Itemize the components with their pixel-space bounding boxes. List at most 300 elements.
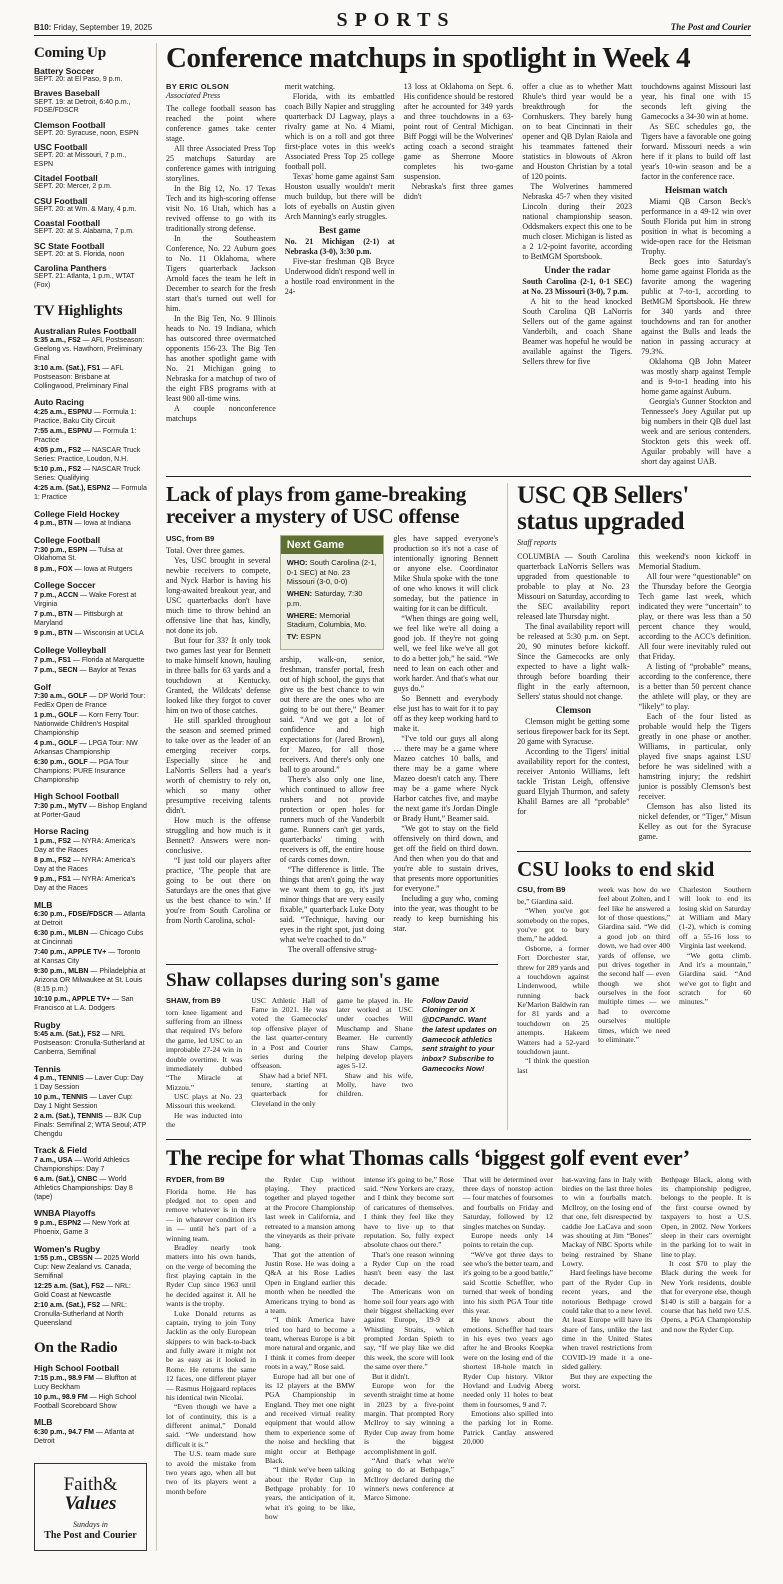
paragraph: “I just told our players after practice, ‘The people that are going to be out there on Saturdays are the ones that give us the best chance to win.’ If you're from South Carolina or from North Carolina, schol- bbox=[166, 855, 271, 925]
listing-description: — Formula 1: Practice, Baku City Circuit bbox=[34, 409, 137, 425]
usc-offense-body bbox=[166, 534, 498, 955]
listing-time-channel: 6:30 p.m., GOLF bbox=[34, 759, 88, 766]
listing-time-channel: 7:30 p.m., ESPN bbox=[34, 546, 88, 554]
listing-time-channel: 4 p.m., GOLF bbox=[34, 740, 78, 747]
tv-listing bbox=[34, 968, 147, 994]
listing-description: — Atlanta at Detroit bbox=[34, 911, 146, 928]
tv-listing bbox=[34, 466, 147, 484]
listing-time-channel: 6 a.m. (Sat.), CNBC bbox=[34, 1176, 98, 1184]
listing-description: — Bluffton at Lucy Beckham bbox=[34, 1374, 137, 1391]
paragraph: “We gotta climb. And it's a mountain,” Giardina said. “And we've got to fight and scratch for 60 minutes.” bbox=[679, 950, 752, 1007]
week4-col-2 bbox=[285, 82, 395, 467]
listing-description: — Wisconsin at UCLA bbox=[74, 630, 144, 638]
article-sellers-status bbox=[517, 483, 751, 842]
listing-time-channel: 10 p.m., TENNIS bbox=[34, 1094, 88, 1102]
tv-value: ESPN bbox=[300, 632, 321, 642]
tv-sport-name: High School Football bbox=[34, 791, 119, 802]
week4-col-3 bbox=[404, 82, 514, 467]
faith-values-ad bbox=[34, 1463, 147, 1551]
paragraph: Europe had all but one of its 12 players at the BMW PGA Championship in England. They met one night and received virtual reality equipment that would allow them to experience some of the noise and heckling that might occur at Bethpage Black. bbox=[265, 1371, 355, 1465]
shaw-body bbox=[166, 996, 498, 1130]
usc-col-2 bbox=[280, 534, 385, 955]
paragraph: The overall offensive strug- bbox=[287, 944, 377, 954]
paragraph: Europe won for the seventh straight time at home in 2023 by a five-point margin. That prompted Rory McIlroy to say winning a Ryder Cup away from home is the biggest accomplishment in golf. bbox=[364, 1380, 454, 1456]
listing-time-channel: 2:10 a.m. (Sat.), FS2 bbox=[34, 1302, 101, 1309]
tv-sport-name: Tennis bbox=[34, 1063, 61, 1074]
listing-description: — NASCAR Truck Series: Practice, Loudon, N.H. bbox=[34, 447, 141, 463]
tv-listing bbox=[34, 930, 147, 948]
tv-listing bbox=[34, 1176, 147, 1202]
listing-time-channel: 7 p.m., FS1 bbox=[34, 656, 71, 664]
listing-description: — AFL Postseason: Geelong vs. Hawthorn, Preliminary Final bbox=[34, 337, 145, 362]
tv-sport-group bbox=[34, 580, 147, 638]
event-team: Carolina Panthers bbox=[34, 263, 107, 273]
paragraph: arship, walk-on, senior, freshman, transfer portal, fresh out of high school, the guys that give us the best chance to win out there are the ones who are going to be out there,” Beamer said. “And we got a lot of confidence and high expectations for (Jared Brown), for Mazeo, for all those receivers. And there's only one ball to go around.” bbox=[279, 654, 385, 774]
tv-sport-group bbox=[34, 535, 147, 574]
tv-sport-group bbox=[34, 1244, 147, 1329]
ryder-col-3 bbox=[364, 1175, 454, 1522]
listing-description: — NRL: Cronulla-Sutherland at North Queensland bbox=[34, 1302, 127, 1327]
byline-block bbox=[166, 82, 276, 100]
radio-title: On the Radio bbox=[34, 1340, 118, 1357]
tv-listings bbox=[34, 1220, 147, 1238]
tv-listing bbox=[34, 547, 147, 565]
listing-description: — BJK Cup Finals: Semifinal 2; WTA Seoul; ATP Chengdu bbox=[34, 1113, 147, 1138]
tv-sport-group bbox=[34, 900, 147, 1014]
upcoming-event bbox=[34, 241, 147, 260]
paragraph: torn knee ligament and suffering from an illness that required IVs before the game, led USC to an improbable 27-24 win in double overtime. It was immediately dubbed “The Miracle at Mizzou.” bbox=[166, 1007, 243, 1092]
paragraph: this weekend's noon kickoff in Memorial Stadium. bbox=[638, 551, 752, 571]
paragraph: offer a clue as to whether Matt Rhule's third year would be a breakthrough for the Cornhuskers. They barely hung on to beat Cincinnati in their opener and QB Dylan Raiola and his teammates fattened their statistics in blowouts of Akron and Houston Christian by a total of 120 points. bbox=[522, 81, 633, 181]
tv-sport-group bbox=[34, 682, 147, 786]
upcoming-event bbox=[34, 120, 147, 139]
listing-time-channel: 5:35 a.m., FS2 bbox=[34, 337, 81, 345]
listing-description: — LPGA Tour: NW Arkansas Championship bbox=[34, 740, 138, 756]
listing-time-channel: 7:30 p.m., MyTV bbox=[34, 802, 87, 810]
tv-sport-name: Rugby bbox=[34, 1019, 61, 1030]
subhead-heisman-watch: Heisman watch bbox=[664, 185, 728, 196]
paragraph: Florida home. He has pledged not to open and remove whatever is in there — in whatever condition it's in — until he's part of a winning team. bbox=[166, 1186, 256, 1243]
paragraph: be,” Giardina said. bbox=[517, 896, 574, 906]
event-team: Citadel Football bbox=[34, 173, 98, 184]
article-ryder-cup bbox=[166, 1139, 751, 1522]
paragraph: Nebraska's first three games didn't bbox=[403, 181, 514, 201]
paragraph: “The difference is little. The things that aren't going the way we want them to go, it's just minor things that are very easily fixable,” quarterback Luke Doty said. “Technique, having our eyes in the right spot, just doing what we're coached to do.” bbox=[279, 864, 385, 944]
paragraph: Shaw and his wife, Molly, have two children. bbox=[336, 1070, 413, 1099]
tv-listings bbox=[34, 1255, 147, 1328]
coming-up-title: Coming Up bbox=[34, 45, 106, 61]
tv-listings bbox=[34, 1157, 147, 1202]
listing-time-channel: 6:30 p.m., FDSE/FDSCR bbox=[34, 911, 113, 919]
listing-time-channel: 7:15 p.m., 98.9 FM bbox=[34, 1374, 94, 1382]
radio-sport-name: MLB bbox=[34, 1417, 53, 1428]
paragraph: It cost $70 to play the Black during the week for New York residents, double that for everyone else, though $140 is still a bargain for a course that has held two U.S. Opens, a PGA Championship and now the Ryder Cup. bbox=[661, 1259, 751, 1334]
tv-listing bbox=[34, 447, 147, 465]
event-details: SEPT. 19: at Detroit, 6:40 p.m., FDSE/FDSCR bbox=[34, 98, 131, 115]
event-team: Clemson Football bbox=[34, 119, 106, 130]
where-label: WHERE: bbox=[286, 610, 318, 620]
paragraph: According to the Tigers' initial availability report for the contest, receiver Antonio Williams, left tackle Tristan Leigh, offensive guard Elyjah Thurmon, and safety Khalil Barnes are all “probable” for bbox=[517, 746, 630, 816]
sellers-headline: USC QB Sellers' status upgraded bbox=[517, 481, 690, 535]
paragraph: He was inducted into the bbox=[166, 1110, 243, 1130]
shaw-col-1 bbox=[166, 996, 242, 1130]
ryder-body bbox=[166, 1175, 751, 1522]
tv-sport-name: Golf bbox=[34, 681, 51, 692]
paragraph: That will be determined over three days of nonstop action — four matches of foursomes and fourballs on Friday and Saturday, followed by 12 singles matches on Sunday. bbox=[463, 1174, 553, 1231]
paragraph: He knows about the emotions. Scheffler had tears in his eyes two years ago after he and Brooks Koepka were on the losing end of the shortest 18-hole match in Ryder Cup history. Viktor Hovland and Ludvig Aberg needed only 11 holes to beat them in foursomes, 9 and 7. bbox=[463, 1315, 553, 1409]
tv-listing bbox=[34, 949, 147, 967]
where-value: Memorial Stadium, Columbia, Mo. bbox=[286, 610, 367, 630]
continued-from-tag: RYDER, from B9 bbox=[166, 1174, 225, 1184]
tv-listings bbox=[34, 803, 147, 821]
event-details: SEPT. 20: Mercer, 2 p.m. bbox=[34, 183, 112, 191]
tv-sport-name: Horse Racing bbox=[34, 826, 89, 837]
paragraph: All four were “questionable” on the Thursday before the Georgia Tech game last week, which indicated they were “uncertain” to play, or there was less than a 50 percent chance they would, according to the ACC's definition. All four were inevitably ruled out that Friday. bbox=[638, 571, 752, 661]
tv-listings bbox=[34, 1075, 147, 1139]
ad-word-1: Faith& bbox=[63, 1473, 118, 1495]
middle-left-column bbox=[166, 483, 498, 1130]
tv-sport-group bbox=[34, 326, 147, 392]
listing-description: — NYRA: America's Day at the Races bbox=[34, 857, 136, 873]
listing-time-channel: 12:25 a.m. (Sat.), FS2 bbox=[34, 1283, 105, 1290]
week4-col-4 bbox=[522, 82, 632, 467]
event-details: SEPT. 20: at El Paso, 9 p.m. bbox=[34, 76, 123, 84]
tv-listing bbox=[34, 611, 147, 629]
listing-time-channel: 4 p.m., BTN bbox=[34, 520, 73, 528]
listing-description: — Formula 1: Practice bbox=[34, 428, 137, 444]
listing-description: — Atlanta at Detroit bbox=[34, 1429, 135, 1445]
sellers-col-2 bbox=[639, 552, 751, 842]
listing-description: — PGA Tour Champions: PURE Insurance Championship bbox=[34, 759, 129, 784]
paper-name: The Post and Courier bbox=[670, 22, 752, 32]
tv-listings bbox=[34, 911, 147, 1013]
csu-col-3 bbox=[679, 885, 751, 1075]
paragraph: Oklahoma QB John Mateer was mostly sharp against Temple and is 9-to-1 heading into his home game against Auburn. bbox=[641, 356, 751, 396]
event-details: SEPT. 21: Atlanta, 1 p.m., WTAT (Fox) bbox=[34, 273, 135, 289]
paragraph: Florida, with its embattled coach Billy Napier and struggling quarterback DJ Lagway, plays a rivalry game at No. 4 Miami, which is on a roll and got three first-place votes in this week's Associated Press Top 25 college football poll. bbox=[284, 91, 395, 171]
tv-listing bbox=[34, 803, 147, 821]
tv-sport-name: Women's Rugby bbox=[34, 1243, 101, 1254]
paragraph: gles have sapped everyone's production so it's not a case of intentionally ignoring Bennett or anyone else. Coordinator Mike Shula spoke with the tone of one who knows it will click someday, but the patience in waiting for it can be difficult. bbox=[393, 533, 499, 613]
upcoming-event bbox=[34, 66, 147, 85]
tv-listing bbox=[34, 428, 147, 446]
upcoming-event bbox=[34, 196, 147, 215]
listing-time-channel: 7 p.m., SECN bbox=[34, 666, 78, 674]
radio-sport-group bbox=[34, 1363, 147, 1411]
csu-headline: CSU looks to end skid bbox=[517, 856, 715, 881]
article-usc-offense bbox=[166, 483, 498, 955]
listing-time-channel: 4:25 a.m. (Sat.), ESPN2 bbox=[34, 485, 111, 493]
tv-listing bbox=[34, 592, 147, 610]
byline-author: BY ERIC OLSON bbox=[166, 81, 229, 91]
paragraph: But four for 33? It only took two games last year for Bennett to make himself known, hauling in three balls for 63 yards and a touchdown at Kentucky. Granted, the Wildcats' defense looked like they forgot to cover him on two of those catches. bbox=[166, 635, 271, 715]
paragraph: “We got to stay on the field offensively on third down, and get off the field on third down. And then when you do that and you're able to sustain drives, that presents more opportunities for everyone.” bbox=[393, 823, 499, 893]
tv-sport-group bbox=[34, 1145, 147, 1202]
listing-time-channel: 1 p.m., FS2 bbox=[34, 838, 71, 846]
paragraph: But it didn't. bbox=[372, 1371, 410, 1381]
ryder-headline: The recipe for what Thomas calls ‘biggest golf event ever’ bbox=[166, 1144, 690, 1170]
listing-time-channel: 3:10 a.m. (Sat.), FS1 bbox=[34, 365, 101, 373]
tv-listing bbox=[34, 1220, 147, 1238]
tv-sport-group bbox=[34, 1020, 147, 1058]
listing-description: — World Athletics Championships: Day 7 bbox=[34, 1157, 130, 1173]
paragraph: Clemson might be getting some serious firepower back for its Sept. 20 game with Syracuse. bbox=[517, 716, 630, 746]
matchup-line: South Carolina (2-1, 0-1 SEC) at No. 23 Missouri (3-0), 7 p.m. bbox=[522, 276, 633, 296]
listing-time-channel: 6:30 p.m., MLBN bbox=[34, 930, 89, 938]
paragraph: The U.S. team made sure to avoid the mistake from two years ago, when all but two of its players went a month before bbox=[166, 1449, 256, 1496]
paragraph: In the Big 12, No. 17 Texas Tech and its high-scoring offense visit No. 16 Utah, which has a revived offense to go with its traditionally strong defense. bbox=[166, 183, 276, 233]
paragraph: Emotions also spilled into the parking lot in Rome. Patrick Cantlay answered 20,000 bbox=[463, 1409, 553, 1447]
paragraph: “I think we've been talking about the Ryder Cup in Bethpage probably for 10 years, the anticipation of it, what it's going to be like, how bbox=[265, 1465, 355, 1522]
tv-listing bbox=[34, 365, 147, 391]
listing-description: — Laver Cup: Day 1 Day Session bbox=[34, 1075, 144, 1091]
tv-listing bbox=[34, 838, 147, 856]
shaw-col-4 bbox=[422, 996, 498, 1130]
tv-listings bbox=[34, 1031, 147, 1057]
ryder-col-6 bbox=[661, 1175, 751, 1522]
paragraph: Miami QB Carson Beck's performance in a 49-12 win over South Florida put him in strong position in what is becoming a wide-open race for the Heisman Trophy. bbox=[641, 196, 751, 256]
listing-description: — Florida at Marquette bbox=[72, 656, 145, 664]
tv-listing bbox=[34, 1113, 147, 1139]
csu-col-2 bbox=[598, 885, 670, 1075]
tv-listings bbox=[34, 520, 147, 529]
ad-paper-name: The Post and Courier bbox=[44, 1529, 137, 1541]
sellers-body bbox=[517, 552, 751, 842]
paragraph: Charleston Southern will look to end its losing skid on Saturday at William and Mary (1-2), which is coming off a 55-16 loss to Virginia last weekend. bbox=[679, 884, 752, 951]
tv-highlights-title: TV Highlights bbox=[34, 302, 123, 319]
week4-headline: Conference matchups in spotlight in Week 4 bbox=[166, 42, 691, 74]
listing-description: — DP World Tour: FedEx Open de France bbox=[34, 693, 146, 709]
paragraph: Bethpage Black, along with its championship pedigree, belongs to the people. It is the first course owned by taxpayers to host a U.S. Open, in 2002. New Yorkers sleep in their cars overnight in the parking lot to wait in line to play. bbox=[661, 1174, 751, 1259]
paragraph: A couple nonconference matchups bbox=[166, 403, 276, 423]
paragraph: That got the attention of Justin Rose. He was doing a Q&A at his Rose Ladies Open in England earlier this month when he needled the Americans trying to bond as a team. bbox=[265, 1249, 355, 1315]
ad-word-2: Values bbox=[64, 1492, 117, 1514]
listing-description: — New York at Phoenix, Game 3 bbox=[34, 1220, 130, 1236]
paragraph: The Wolverines hammered Nebraska 45-7 when they visited Lincoln during their 2023 national championship season. Oddsmakers expect this one to be much closer. Michigan is listed as a 2 1/2-point favorite, according to BetMGM Sportsbook. bbox=[522, 181, 633, 261]
radio-listing bbox=[34, 1375, 147, 1393]
paragraph: COLUMBIA — South Carolina quarterback LaNorris Sellers was upgraded from questionable to probable to play at No. 23 Missouri on Saturday, according to the SEC availability report released late Thursday night. bbox=[517, 551, 630, 621]
paragraph: A hit to the head knocked South Carolina QB LaNorris Sellers out of the game against Vanderbilt, and coach Shane Beamer was hopeful he would be available against the Tigers. Sellers threw for five bbox=[522, 296, 633, 366]
tv-listing bbox=[34, 630, 147, 639]
listing-description: — NRL: Gold Coast at Newcastle bbox=[34, 1283, 131, 1299]
listing-time-channel: 9 p.m., BTN bbox=[34, 630, 73, 638]
paragraph: hat-waving fans in Italy with birdies on the last three holes to win a fourballs match. McIlroy, on the losing end of that one, felt disrespected by caddie Joe LaCava and soon was shouting at Jim “Bones” Mackay of NBC Sports while being restrained by Shane Lowry. bbox=[562, 1174, 652, 1269]
event-details: SEPT. 20: at Wm. & Mary, 4 p.m. bbox=[34, 205, 137, 213]
sellers-col-1 bbox=[517, 552, 629, 842]
event-details: SEPT. 20: at S. Alabama, 7 p.m. bbox=[34, 228, 134, 236]
paragraph: So Bennett and everybody else just has to wait for it to pay off as they keep working hard to make it. bbox=[393, 693, 499, 733]
tv-sport-group bbox=[34, 1064, 147, 1140]
paragraph: “I've told our guys all along … there may be a game where Mazeo catches 10 balls, and there may be a game where Mazeo doesn't catch any. There may be a game where Nyck Harbor catches five, and maybe the next game it's Jordan Dingle or Brady Hunt,” Beamer said. bbox=[393, 733, 499, 823]
listing-description: — Philadelphia at Arizona OR Milwaukee at St. Louis (8:15 p.m.) bbox=[34, 968, 146, 993]
listing-time-channel: 9 p.m., FS1 bbox=[34, 876, 71, 884]
listing-description: — Toronto at Kansas City bbox=[34, 949, 141, 966]
upcoming-event bbox=[34, 173, 147, 192]
ryder-col-1 bbox=[166, 1175, 256, 1522]
listing-time-channel: 10 p.m., 98.9 FM bbox=[34, 1393, 88, 1401]
listing-description: — NASCAR Truck Series: Qualifying bbox=[34, 466, 141, 482]
usc-col-3 bbox=[393, 534, 498, 955]
paragraph: Beck goes into Saturday's home game against Florida as the favorite among the wagering public at 7-to-1, according to BetMGM Sportsbook. He threw for 340 yards and three touchdowns and ran for another against the Bulls and leads the nation in passing accuracy at 79.3%. bbox=[641, 256, 751, 356]
listing-description: — Wake Forest at Virginia bbox=[34, 592, 137, 608]
listing-description: — San Francisco at L.A. Dodgers bbox=[34, 996, 134, 1012]
sidebar bbox=[34, 43, 147, 1551]
paragraph: the Ryder Cup without playing. They practiced together and played together at the Procore Championship last week in California, and retreated to a mansion among the vineyards as their private hang. bbox=[265, 1174, 355, 1250]
tv-sport-name: College Field Hockey bbox=[34, 508, 120, 519]
paragraph: Luke Donald returns as captain, trying to join Tony Jacklin as the only European skippers to win back-to-back and fully aware it might not be as easy as it looked in Rome. He returns the same 12 faces, one different player — Rasmus Hojgaard replaces his identical twin Nicolai. bbox=[166, 1308, 256, 1402]
main-content bbox=[156, 43, 751, 1551]
page-content bbox=[34, 36, 751, 1551]
paragraph: The final availability report will be released at 5:30 p.m. on Sept. 20, 90 minutes before kickoff. Since the Gamecocks are only expected to have a light walk-through before boarding their flight in the early afternoon, Sellers' status should not change. bbox=[517, 621, 630, 701]
paragraph: Including a guy who, coming into the year, was thought to be ready to keep burnishing his star. bbox=[393, 893, 499, 933]
tv-listing bbox=[34, 667, 147, 676]
listing-time-channel: 7:55 a.m., ESPNU bbox=[34, 428, 92, 436]
tv-listing bbox=[34, 1302, 147, 1328]
upcoming-event bbox=[34, 263, 147, 291]
listing-description: — Iowa at Rutgers bbox=[74, 565, 133, 573]
paragraph: “I think the question last bbox=[517, 1056, 590, 1075]
paragraph: 13 loss at Oklahoma on Sept. 6. His confidence should be restored after he accounted for 349 yards and three touchdowns in a 63-point rout of Central Michigan. Biff Poggi will be the Wolverines' acting coach a second straight game as Sherrone Moore completes his two-game suspension. bbox=[403, 81, 514, 181]
follow-promo: Follow David Cloninger on X @DCPandC. Want the latest updates on Gamecock athletics sent straight to your inbox? Subscribe to Gamecocks Now! bbox=[421, 995, 497, 1073]
listing-description: — Chicago Cubs at Cincinnati bbox=[34, 930, 144, 947]
paragraph: Yes, USC brought in several newbie receivers to compete, and Nyck Harbor is having his long-awaited breakout year, and USC quarterbacks don't have much time to throw behind an offensive line that has, kindly, not done its job. bbox=[166, 555, 271, 635]
listing-time-channel: 7 p.m., ACCN bbox=[34, 592, 79, 600]
tv-sport-group bbox=[34, 509, 147, 529]
paragraph: USC Athletic Hall of Fame in 2021. He was voted the Gamecocks' top offensive player of the last quarter-century in a Post and Courier series during the offseason. bbox=[251, 995, 328, 1071]
tv-listing bbox=[34, 520, 147, 529]
tv-sport-group bbox=[34, 1208, 147, 1237]
week4-col-1 bbox=[166, 82, 276, 467]
listing-time-channel: 1:55 p.m., CBSSN bbox=[34, 1255, 93, 1263]
listing-time-channel: 5:10 p.m., FS2 bbox=[34, 466, 82, 474]
tv-listing bbox=[34, 485, 147, 503]
article-week4 bbox=[166, 44, 751, 467]
listing-time-channel: 8 p.m., FS2 bbox=[34, 857, 71, 865]
paragraph: Each of the four listed as probable would help the Tigers greatly in one phase or another. Williams, in particular, only played five snaps against LSU before he was sidelined with a hamstring injury; the redshirt junior is possibly Clemson's best receiver. bbox=[638, 711, 752, 801]
next-game-tv bbox=[287, 632, 378, 642]
listing-time-channel: 4 p.m., TENNIS bbox=[34, 1075, 84, 1083]
shaw-col-2 bbox=[251, 996, 327, 1130]
radio-sport-name: High School Football bbox=[34, 1363, 119, 1374]
paragraph: Total. Over three games. bbox=[166, 545, 245, 555]
tv-listing bbox=[34, 740, 147, 758]
paragraph: week was how do we feel about Zolten, and I feel like he answered a lot of those questions,” Giardina said. “We did a good job on third down, we had over 400 yards of offense, we put drives together in the second half — even though we shot ourselves in the foot multiple times — we had to overcome ourselves multiple times, which we need to eliminate.” bbox=[598, 884, 671, 1044]
tv-listing bbox=[34, 876, 147, 894]
tv-listings bbox=[34, 657, 147, 676]
next-game-details bbox=[281, 554, 384, 649]
listing-description: — NYRA: America's Day at the Races bbox=[34, 838, 136, 854]
listing-time-channel: 1 p.m., GOLF bbox=[34, 712, 78, 720]
listing-time-channel: 2 a.m. (Sat.), TENNIS bbox=[34, 1113, 103, 1121]
paragraph: Hard feelings have become part of the Ryder Cup in recent years, and the notorious Bethpage crowd could take that to a new level. At least Europe will have its share of fans, unlike the last time in the United States when travel restrictions from COVID-19 made it a one-sided gallery. bbox=[562, 1268, 652, 1372]
paragraph: But they are expecting the worst. bbox=[562, 1371, 652, 1390]
listing-description: — Laver Cup: Day 1 Night Session bbox=[34, 1094, 133, 1110]
tv-sport-name: College Volleyball bbox=[34, 644, 107, 655]
subhead-best-game: Best game bbox=[318, 225, 361, 236]
listing-description: — Baylor at Texas bbox=[79, 666, 137, 674]
coming-up-list bbox=[34, 66, 147, 291]
usc-col-1 bbox=[166, 534, 271, 955]
tv-listings bbox=[34, 693, 147, 785]
tv-listings bbox=[34, 409, 147, 503]
paragraph: game he played in. He later worked at USC under coaches Will Muschamp and Shane Beamer. He currently runs Shaw Camps, helping develop players ages 5-12. bbox=[336, 995, 413, 1071]
tv-sport-name: Australian Rules Football bbox=[34, 325, 137, 336]
paragraph: “Even though we have a lot of continuity, this is a different animal,” Donald said. “We understand how difficult it is.” bbox=[166, 1402, 256, 1449]
paragraph: touchdowns against Missouri last year, his final one with 15 seconds left giving the Gamecocks a 34-30 win at home. bbox=[641, 81, 751, 121]
tv-sport-group bbox=[34, 645, 147, 676]
paragraph: He still sparkled throughout the season and seemed primed to take over as the leader of an emerging receiver corps. Especially since he and LaNorris Sellers had a year's worth of chemistry to rely on, which so many other presumptive receiving talents didn't. bbox=[166, 715, 271, 815]
paragraph: Georgia's Gunner Stockton and Tennessee's Joey Aguilar put up big numbers in their QB duel last week and are serious contenders. Stockton gets this week off. Aguilar probably will have a short day against UAB. bbox=[641, 396, 751, 466]
event-details: SEPT. 20: at S. Florida, noon bbox=[34, 250, 125, 258]
csu-col-1 bbox=[517, 885, 589, 1075]
listing-description: — Korn Ferry Tour: Nationwide Children's Hospital Championship bbox=[34, 712, 139, 737]
radio-listing bbox=[34, 1394, 147, 1412]
paragraph: Texas' home game against Sam Houston usually wouldn't merit much buildup, but there will be lots of eyeballs on Austin given Arch Manning's early struggles. bbox=[284, 171, 395, 221]
week4-col-5 bbox=[641, 82, 751, 467]
page-number: B10: bbox=[34, 23, 52, 32]
who-value: South Carolina (2-1, 0-1 SEC) at No. 23 Missouri (3-0, 0-0) bbox=[286, 557, 377, 587]
who-label: WHO: bbox=[286, 557, 308, 567]
paragraph: Bradley nearly took matters into his own hands, on the verge of becoming the first playing captain in the Ryder Cup since 1963 until he decided against it. All he wants is the trophy. bbox=[166, 1242, 256, 1309]
ryder-col-4 bbox=[463, 1175, 553, 1522]
tv-listing bbox=[34, 657, 147, 666]
paragraph: The college football season has reached the point where conference games take center stage. bbox=[166, 103, 276, 143]
folio-line bbox=[34, 23, 329, 32]
tv-sport-name: College Soccer bbox=[34, 580, 96, 591]
when-label: WHEN: bbox=[286, 589, 313, 599]
paragraph: How much is the offense struggling and how much is it Bennett? Answers were non-conclusive. bbox=[166, 815, 271, 855]
continued-from-tag: USC, from B9 bbox=[166, 533, 215, 543]
paragraph: That's one reason winning a Ryder Cup on the road hasn't been easy the last decade. bbox=[364, 1249, 454, 1287]
paragraph: “When you've got somebody on the ropes, you've got to bury them,” he added. bbox=[517, 906, 590, 944]
paragraph: Clemson has also listed its nickel defender, or “Tiger,” Misun Kelley as out for the Syracuse game. bbox=[638, 801, 752, 841]
listing-description: — Tulsa at Oklahoma St. bbox=[34, 546, 123, 563]
listing-time-channel: 4:05 p.m., FS2 bbox=[34, 447, 82, 455]
tv-listing bbox=[34, 1157, 147, 1175]
tv-sport-group bbox=[34, 791, 147, 820]
radio-listings bbox=[34, 1375, 147, 1412]
listing-description: — 2025 World Cup: New Zealand vs. Canada, Semifinal bbox=[34, 1255, 140, 1280]
tv-listing bbox=[34, 1255, 147, 1281]
shaw-col-3 bbox=[337, 996, 413, 1130]
event-team: Braves Baseball bbox=[34, 88, 100, 99]
listing-description: — Iowa at Indiana bbox=[74, 520, 131, 528]
tv-listings bbox=[34, 337, 147, 391]
event-details: SEPT. 20: Syracuse, noon, ESPN bbox=[34, 129, 139, 137]
staff-credit: Staff reports bbox=[517, 537, 557, 547]
event-team: CSU Football bbox=[34, 195, 88, 206]
tv-listing bbox=[34, 911, 147, 929]
tv-listings bbox=[34, 592, 147, 639]
paragraph: All three Associated Press Top 25 matchups Saturday are conference games with intriguing storylines. bbox=[166, 143, 276, 183]
usc-offense-headline: Lack of plays from game-breaking receiver a mystery of USC offense bbox=[166, 481, 466, 529]
event-team: USC Football bbox=[34, 142, 88, 153]
paragraph: “When things are going well, we feel like we're all doing a good job. If they're not going well, we feel like we've all got to do a better job,” he said. “We need to lean on each other and work harder. And that's what our guys do.” bbox=[393, 613, 499, 693]
next-game-where bbox=[287, 611, 378, 631]
tv-listing bbox=[34, 996, 147, 1014]
paragraph: intense it's going to be,” Rose said. “New Yorkers are crazy, and I think they become sort of caricatures of themselves. I think they feel like they have to live up to that reputation. So, fully expect absolute chaos out there.” bbox=[364, 1174, 454, 1250]
listing-time-channel: 7:30 a.m., GOLF bbox=[34, 693, 88, 701]
paragraph: In the Southeastern Conference, No. 22 Auburn goes to No. 11 Oklahoma, where Tigers quarterback Jackson Arnold faces the team he left in December to search for the fresh start that's turned out well for him. bbox=[166, 233, 276, 313]
tv-sport-group bbox=[34, 397, 147, 502]
section-title: SPORTS bbox=[336, 9, 456, 31]
paragraph: “We've got three days to see who's the better team, and it's going to be a good battle,” said Scottie Scheffler, who turned that week of bonding into his sixth PGA Tour title this year. bbox=[463, 1249, 553, 1315]
middle-right-column bbox=[507, 483, 751, 1130]
radio-sport-group bbox=[34, 1417, 147, 1446]
tv-listing bbox=[34, 409, 147, 427]
listing-description: — NRL Postseason: Cronulla-Sutherland at Canberra, Semifinal bbox=[34, 1031, 145, 1056]
week4-body bbox=[166, 82, 751, 467]
